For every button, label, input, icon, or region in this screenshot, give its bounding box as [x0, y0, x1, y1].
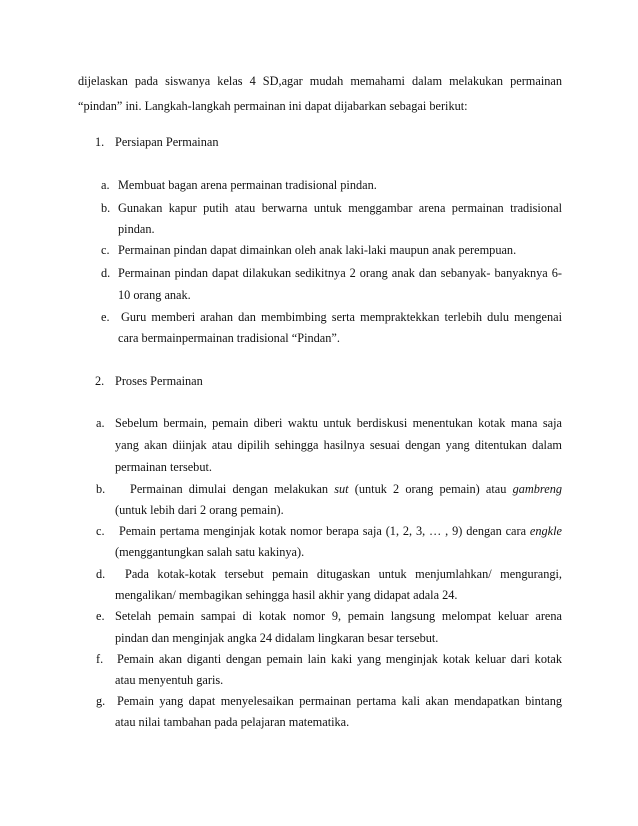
s1-item-e-text-2: cara bermainpermainan tradisional “Pindan”. — [118, 331, 340, 345]
s2-item-a-text-3: permainan tersebut. — [115, 460, 212, 474]
s1-item-d-text-1: Permainan pindan dapat dilakukan sedikitnya 2 orang anak dan sebanyak- banyaknya 6- — [118, 266, 562, 280]
s1-item-c-text: Permainan pindan dapat dimainkan oleh anak laki-laki maupun anak perempuan. — [118, 243, 517, 257]
s2-item-b-gambreng: gambreng — [512, 482, 562, 496]
s2-item-d-text-1: Pada kotak-kotak tersebut pemain ditugaskan untuk menjumlahkan/ mengurangi, — [125, 567, 562, 581]
s2-item-b-text-1 — [130, 482, 562, 497]
s1-item-e-text-1: Guru memberi arahan dan membimbing serta mempraktekkan terlebih dulu mengenai — [121, 310, 562, 324]
section2-title: Proses Permainan — [115, 374, 203, 388]
s1-item-a-marker: a. — [101, 178, 110, 192]
s1-item-e-marker: e. — [101, 310, 110, 324]
section1-number: 1. — [95, 135, 105, 149]
s2-item-d-text-2: mengalikan/ membagikan sehingga hasil akhir yang didapat adala 24. — [115, 588, 458, 602]
s2-item-b-text-pre: Permainan dimulai dengan melakukan — [130, 482, 335, 496]
s2-item-d-marker: d. — [96, 567, 106, 581]
s1-item-b-text-2: pindan. — [118, 222, 155, 236]
intro-line-2: “pindan” ini. Langkah-langkah permainan ini dapat dijabarkan sebagai berikut: — [78, 99, 468, 113]
s2-item-c-text-2: (menggantungkan salah satu kakinya). — [115, 545, 305, 559]
s2-item-a-text-1: Sebelum bermain, pemain diberi waktu untuk berdiskusi menentukan kotak mana saja — [115, 416, 562, 430]
s2-item-g-text-2: atau nilai tambahan pada pelajaran matematika. — [115, 715, 350, 729]
s1-item-d-marker: d. — [101, 266, 111, 280]
s2-item-g-marker: g. — [96, 694, 106, 708]
s2-item-e-text-1: Setelah pemain sampai di kotak nomor 9, pemain langsung melompat keluar arena — [115, 609, 562, 623]
s2-item-b-text-mid: (untuk 2 orang pemain) atau — [348, 482, 513, 496]
s2-item-c-text-1 — [119, 524, 562, 539]
s2-item-b-sut: sut — [334, 482, 349, 496]
section1-title: Persiapan Permainan — [115, 135, 219, 149]
s2-item-a-text-2: yang akan diinjak atau dipilih sehingga hasilnya sesuai dengan yang ditentukan dalam — [115, 438, 562, 452]
s2-item-g-text-1: Pemain yang dapat menyelesaikan permainan pertama kali akan mendapatkan bintang — [117, 694, 562, 708]
s2-item-b-text-2: (untuk lebih dari 2 orang pemain). — [115, 503, 284, 517]
s1-item-d-text-2: 10 orang anak. — [118, 288, 191, 302]
s2-item-f-text-1: Pemain akan diganti dengan pemain lain kaki yang menginjak kotak keluar dari kotak — [117, 652, 562, 666]
s1-item-a-text: Membuat bagan arena permainan tradisional pindan. — [118, 178, 377, 192]
s2-item-b-marker: b. — [96, 482, 106, 496]
s2-item-e-marker: e. — [96, 609, 105, 623]
s2-item-e-text-2: pindan dan menginjak angka 24 didalam lingkaran besar tersebut. — [115, 631, 439, 645]
s1-item-b-marker: b. — [101, 201, 111, 215]
s2-item-f-text-2: atau menyentuh garis. — [115, 673, 224, 687]
s2-item-f-marker: f. — [96, 652, 104, 666]
section2-number: 2. — [95, 374, 105, 388]
s1-item-c-marker: c. — [101, 243, 110, 257]
intro-line-1: dijelaskan pada siswanya kelas 4 SD,agar mudah memahami dalam melakukan permainan — [78, 74, 562, 88]
s2-item-c-marker: c. — [96, 524, 105, 538]
s2-item-c-text-pre: Pemain pertama menginjak kotak nomor berapa saja (1, 2, 3, … , 9) dengan cara — [119, 524, 530, 538]
s2-item-c-engkle: engkle — [529, 524, 562, 538]
s2-item-a-marker: a. — [96, 416, 105, 430]
s1-item-b-text-1: Gunakan kapur putih atau berwarna untuk menggambar arena permainan tradisional — [118, 201, 562, 215]
